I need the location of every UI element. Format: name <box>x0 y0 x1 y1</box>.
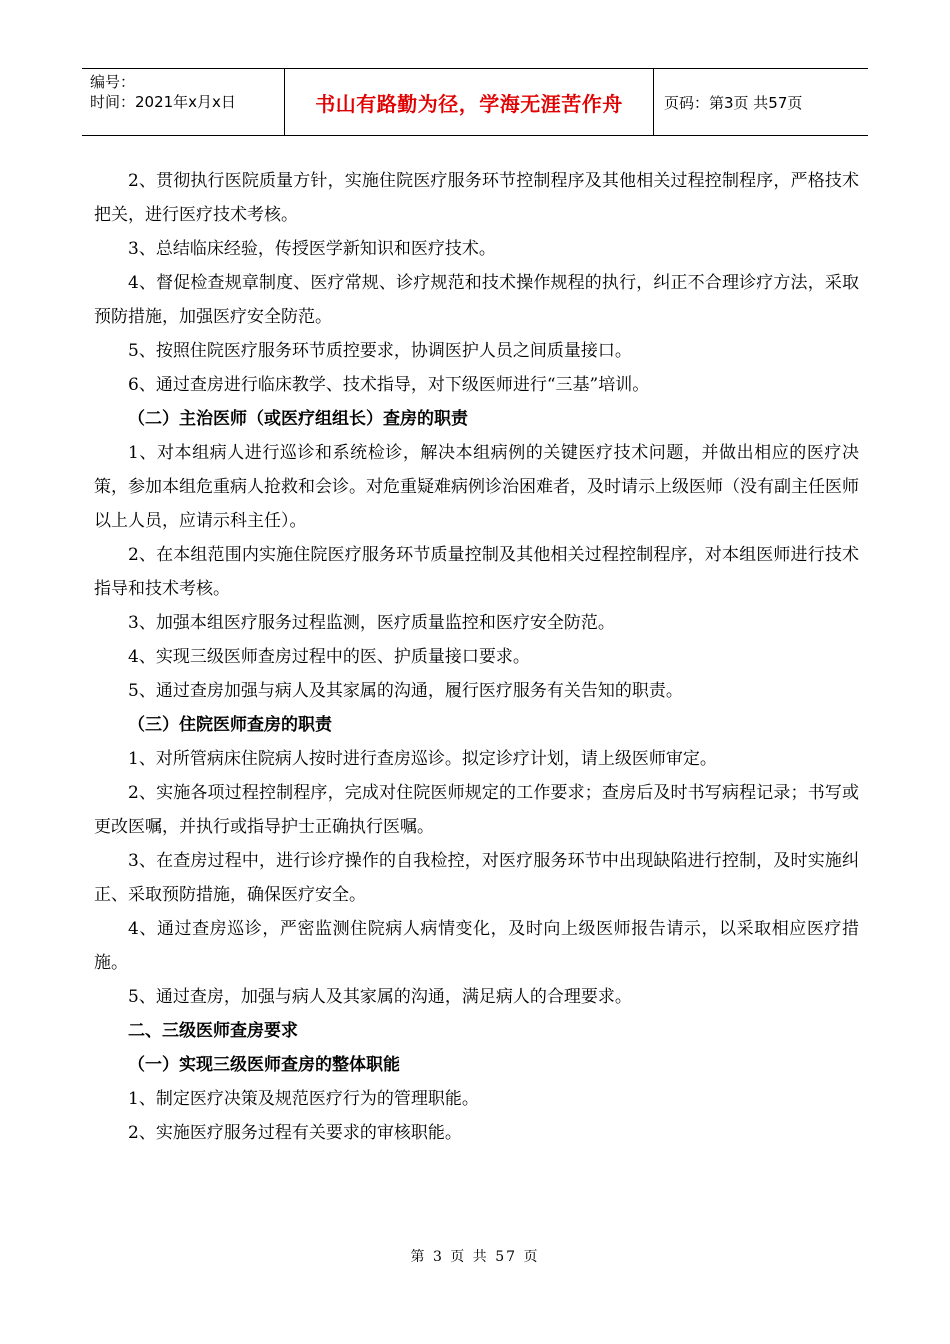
paragraph: 3、在查房过程中，进行诊疗操作的自我检控，对医疗服务环节中出现缺陷进行控制，及时实施纠正、采取预防措施，确保医疗安全。 <box>94 851 859 905</box>
paragraph: 1、对本组病人进行巡诊和系统检诊，解决本组病例的关键医疗技术问题，并做出相应的医疗决策，参加本组危重病人抢救和会诊。对危重疑难病例诊治困难者，及时请示上级医师（没有副主任医师以上人员，应请示科主任）。 <box>94 443 859 531</box>
paragraph: 2、实施医疗服务过程有关要求的审核职能。 <box>128 1123 462 1143</box>
subsection-heading: （一）实现三级医师查房的整体职能 <box>128 1055 400 1075</box>
paragraph: 5、按照住院医疗服务环节质控要求，协调医护人员之间质量接口。 <box>128 341 632 361</box>
section-heading: （二）主治医师（或医疗组组长）查房的职责 <box>128 409 468 429</box>
paragraph: 4、通过查房巡诊，严密监测住院病人病情变化，及时向上级医师报告请示，以采取相应医疗措施。 <box>94 919 859 973</box>
header-motto: 书山有路勤为径，学海无涯苦作舟 <box>284 69 654 135</box>
section-heading: （三）住院医师查房的职责 <box>128 715 332 735</box>
paragraph: 3、总结临床经验，传授医学新知识和医疗技术。 <box>128 239 496 259</box>
page-footer: 第 3 页 共 57 页 <box>410 1249 540 1265</box>
document-body <box>94 164 859 1150</box>
paragraph: 3、加强本组医疗服务过程监测，医疗质量监控和医疗安全防范。 <box>128 613 615 633</box>
header-page-info: 页码：第3页 共57页 <box>664 93 803 112</box>
paragraph: 4、督促检查规章制度、医疗常规、诊疗规范和技术操作规程的执行，纠正不合理诊疗方法，采取预防措施，加强医疗安全防范。 <box>94 273 859 327</box>
paragraph: 2、贯彻执行医院质量方针，实施住院医疗服务环节控制程序及其他相关过程控制程序，严格技术把关，进行医疗技术考核。 <box>94 171 859 225</box>
paragraph: 6、通过查房进行临床教学、技术指导，对下级医师进行“三基”培训。 <box>128 375 650 395</box>
paragraph: 2、在本组范围内实施住院医疗服务环节质量控制及其他相关过程控制程序，对本组医师进行技术指导和技术考核。 <box>94 545 859 599</box>
paragraph: 5、通过查房加强与病人及其家属的沟通，履行医疗服务有关告知的职责。 <box>128 681 683 701</box>
paragraph: 5、通过查房，加强与病人及其家属的沟通，满足病人的合理要求。 <box>128 987 632 1007</box>
page-header <box>82 68 868 136</box>
section-heading: 二、三级医师查房要求 <box>128 1021 298 1041</box>
paragraph: 1、对所管病床住院病人按时进行查房巡诊。拟定诊疗计划，请上级医师审定。 <box>128 749 717 769</box>
header-meta <box>82 69 284 135</box>
date-label: 时间：2021年x月x日 <box>90 93 236 111</box>
paragraph: 1、制定医疗决策及规范医疗行为的管理职能。 <box>128 1089 479 1109</box>
paragraph: 4、实现三级医师查房过程中的医、护质量接口要求。 <box>128 647 530 667</box>
doc-number-label: 编号： <box>90 73 136 91</box>
paragraph: 2、实施各项过程控制程序，完成对住院医师规定的工作要求；查房后及时书写病程记录；书写或更改医嘱，并执行或指导护士正确执行医嘱。 <box>94 783 859 837</box>
